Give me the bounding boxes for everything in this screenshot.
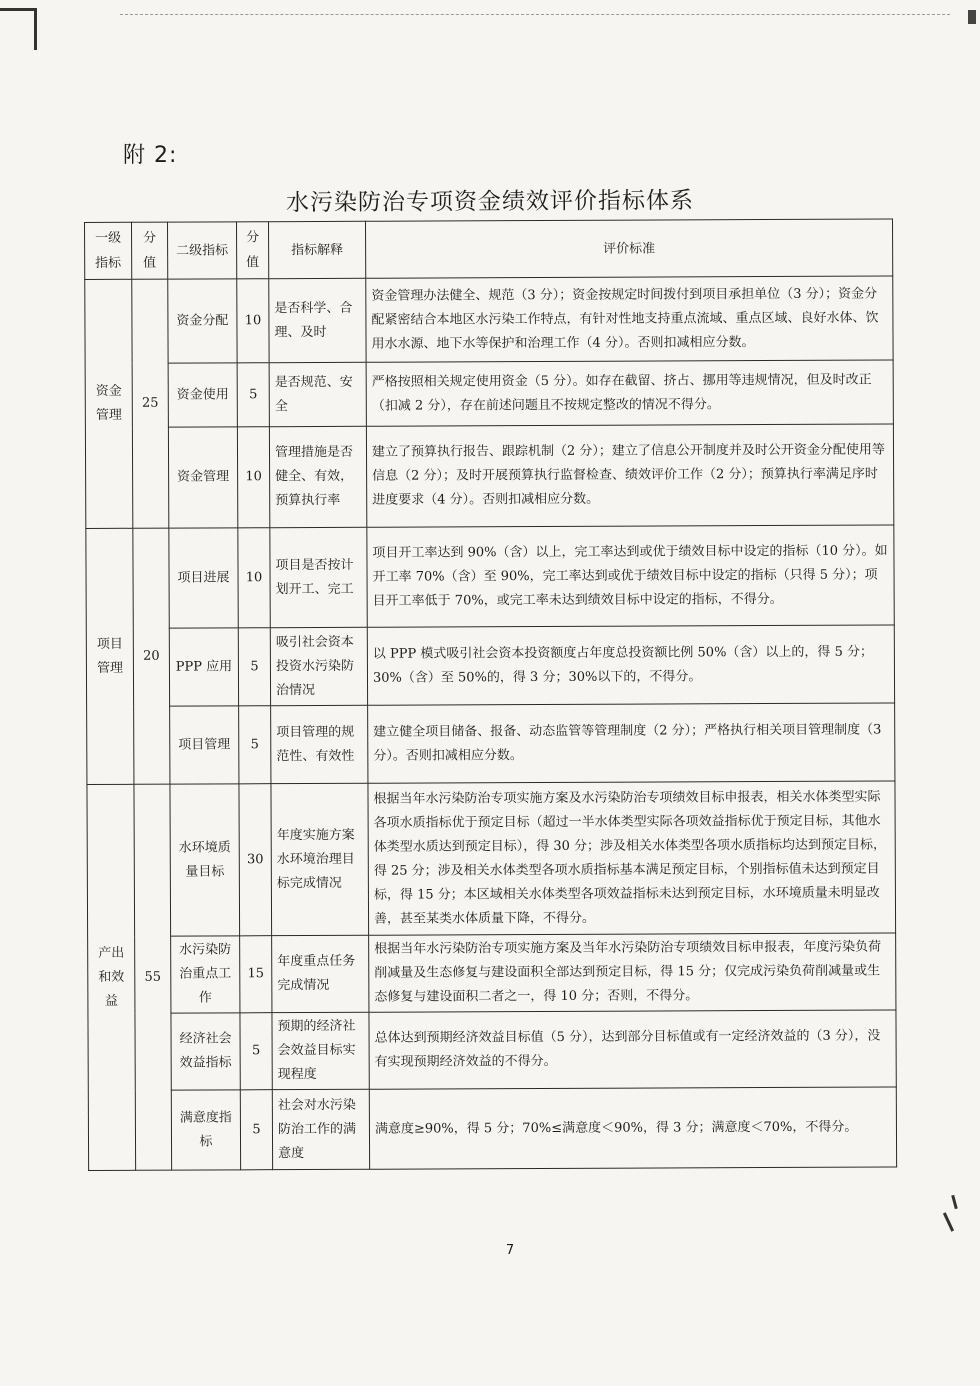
level1-score: 55 [134, 784, 172, 1170]
level2-name: PPP 应用 [169, 628, 238, 706]
level1-score: 20 [133, 528, 170, 784]
level2-name: 水环境质量目标 [170, 784, 240, 936]
level2-score: 15 [240, 936, 272, 1013]
level1-name: 产出和效益 [87, 784, 136, 1170]
indicator-explanation: 管理措施是否健全、有效，预算执行率 [269, 426, 366, 527]
indicator-explanation: 社会对水污染防治工作的满意度 [272, 1089, 369, 1169]
table-row [87, 703, 895, 785]
level2-name: 资金管理 [168, 427, 237, 528]
table-row [88, 933, 896, 1014]
table-row [86, 525, 894, 629]
evaluation-standard: 项目开工率达到 90%（含）以上，完工率达到或优于绩效目标中设定的指标（10 分）。如开工率 70%（含）至 90%，完工率达到或优于绩效目标中设定的指标（只得 5 分）；项目开工率低于 70%，或完工率未达到绩效目标中设定的指标，不得分。 [367, 525, 894, 627]
indicator-explanation: 项目是否按计划开工、完工 [270, 527, 367, 627]
evaluation-standard: 建立了预算执行报告、跟踪机制（2 分）；建立了信息公开制度并及时公开资金分配使用等信息（2 分）；及时开展预算执行监督检查、绩效评价工作（2 分）；预算执行率满足序时进度要求（4 分）。否则扣减相应分数。 [366, 424, 893, 527]
level2-name: 项目进展 [169, 528, 238, 628]
header-explanation: 指标解释 [269, 221, 366, 278]
level1-score: 25 [132, 279, 169, 528]
indicator-explanation: 是否规范、安全 [269, 362, 366, 426]
evaluation-standard: 总体达到预期经济效益目标值（5 分），达到部分目标值或有一定经济效益的（3 分），没有实现预期经济效益的不得分。 [369, 1010, 896, 1089]
indicator-explanation: 吸引社会资本投资水污染防治情况 [270, 627, 367, 705]
table-row [85, 424, 893, 529]
level2-name: 资金使用 [168, 363, 237, 427]
evaluation-standard: 严格按照相关规定使用资金（5 分）。如存在截留、挤占、挪用等违规情况，但及时改正（扣减 2 分），存在前述问题且不按规定整改的情况不得分。 [366, 360, 893, 426]
level2-score: 5 [239, 706, 271, 784]
scan-top-edge [120, 14, 950, 15]
indicator-explanation: 年度重点任务完成情况 [272, 935, 369, 1012]
header-score2: 分值 [237, 222, 269, 279]
table-header-row [85, 219, 893, 280]
table-row [87, 781, 896, 937]
header-score1: 分值 [132, 222, 168, 279]
level2-score: 5 [240, 1090, 272, 1170]
evaluation-standard: 满意度≥90%，得 5 分；70%≤满意度＜90%，得 3 分；满意度＜70%，不得分。 [369, 1087, 896, 1169]
table-row [88, 1087, 896, 1171]
level2-score: 5 [238, 628, 270, 706]
level2-score: 5 [237, 363, 269, 427]
header-standard: 评价标准 [365, 219, 892, 278]
indicator-explanation: 年度实施方案水环境治理目标完成情况 [271, 783, 369, 935]
level2-name: 经济社会效益指标 [171, 1013, 240, 1090]
scan-corner-mark [0, 8, 36, 11]
table-row [85, 276, 893, 364]
indicator-explanation: 预期的经济社会效益目标实现程度 [272, 1012, 369, 1089]
level2-score: 10 [238, 528, 270, 628]
indicator-explanation: 是否科学、合理、及时 [269, 278, 366, 362]
table-row [85, 360, 893, 428]
level2-score: 5 [240, 1013, 272, 1090]
level2-name: 满意度指标 [171, 1090, 240, 1170]
level2-score: 30 [239, 784, 272, 936]
level1-name: 项目管理 [86, 528, 134, 784]
evaluation-standard: 根据当年水污染防治专项实施方案及当年水污染防治专项绩效目标申报表，年度污染负荷削减量及生态修复与建设面积全部达到预定目标，得 15 分；仅完成污染负荷削减量或生态修复与建设面积二者之一，得 10 分；否则，不得分。 [369, 933, 896, 1012]
level1-name: 资金管理 [85, 279, 133, 528]
indicator-table [84, 218, 897, 1171]
evaluation-standard: 以 PPP 模式吸引社会资本投资额度占年度总投资额比例 50%（含）以上的，得 5 分；30%（含）至 50%的，得 3 分；30%以下的，不得分。 [367, 625, 894, 705]
document-title: 水污染防治专项资金绩效评价指标体系 [285, 187, 695, 217]
indicator-explanation: 项目管理的规范性、有效性 [271, 705, 368, 783]
header-level1: 一级指标 [85, 222, 132, 279]
scan-speck [943, 1212, 954, 1231]
level2-score: 10 [237, 427, 269, 528]
scan-corner-mark-vertical [34, 8, 37, 50]
scan-edge-mark [968, 10, 976, 24]
evaluation-standard: 资金管理办法健全、规范（3 分）；资金按规定时间拨付到项目承担单位（3 分）；资金分配紧密结合本地区水污染工作特点，有针对性地支持重点流域、重点区域、良好水体、饮用水水源、地下水等保护和治理工作（4 分）。否则扣减相应分数。 [366, 276, 893, 362]
evaluation-standard: 根据当年水污染防治专项实施方案及水污染防治专项绩效目标申报表，相关水体类型实际各项水质指标优于预定目标（超过一半水体类型实际各项效益指标优于预定目标，其他水体类型水质达到预定目标），得 30 分；涉及相关水体类型各项水质指标均达到预定目标，得 25 分；涉及相关水体类型各项水质指标基本满足预定目标，个别指标值未达到预定目标，得 15 分；本区域相关水体类型各项效益指标未达到预定目标，水环境质量未明显改善，甚至某类水体质量下降，不得分。 [368, 781, 896, 935]
evaluation-standard: 建立健全项目储备、报备、动态监管等管理制度（2 分）；严格执行相关项目管理制度（3 分）。否则扣减相应分数。 [368, 703, 895, 783]
level2-name: 资金分配 [168, 279, 237, 363]
appendix-label: 附 2: [123, 143, 178, 168]
page-number: 7 [505, 1243, 515, 1258]
level2-name: 项目管理 [170, 706, 239, 784]
header-level2: 二级指标 [168, 222, 237, 279]
table-row [88, 1010, 896, 1091]
level2-name: 水污染防治重点工作 [171, 936, 240, 1013]
table-row [86, 625, 894, 707]
level2-score: 10 [237, 279, 269, 363]
scan-speck [951, 1195, 958, 1209]
